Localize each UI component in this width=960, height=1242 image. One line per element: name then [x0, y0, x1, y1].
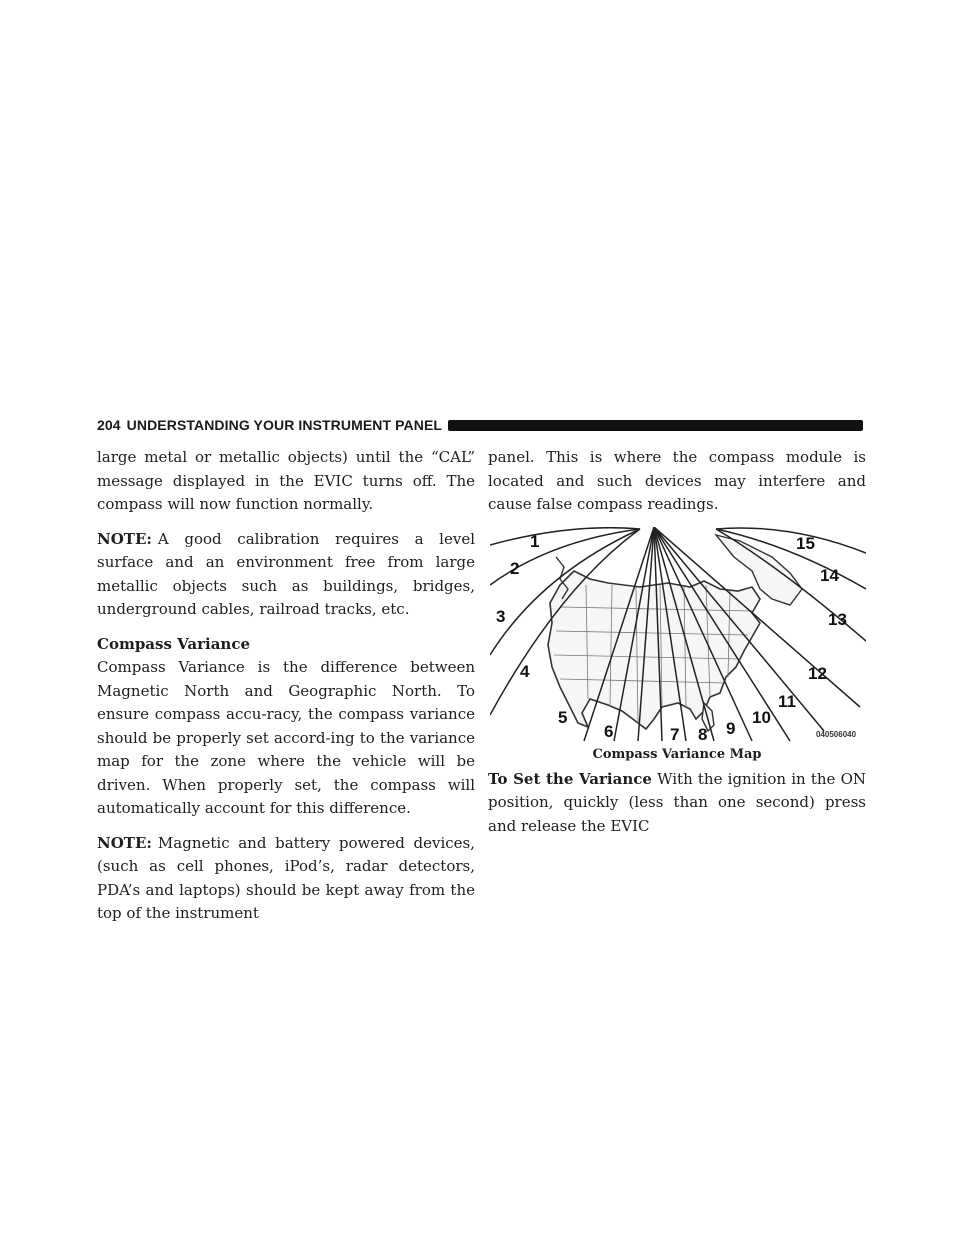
zone-label-6: 6: [604, 721, 614, 741]
zone-label-1: 1: [530, 531, 540, 551]
image-code: 040506040: [816, 729, 857, 739]
compass-variance-map: [490, 527, 866, 742]
zone-label-7: 7: [670, 724, 680, 742]
zone-label-13: 13: [828, 609, 847, 629]
set-variance-heading: To Set the Variance: [488, 769, 652, 788]
note-calibration: [97, 528, 475, 622]
zone-label-2: 2: [510, 558, 520, 578]
note-text: Magnetic and battery powered devices, (such as cell phones, iPod’s, radar detectors, PDA’s and laptops) should be kept away from the top of the instrument: [97, 833, 475, 922]
zone-label-5: 5: [558, 707, 568, 727]
section-title: UNDERSTANDING YOUR INSTRUMENT PANEL: [126, 417, 443, 433]
left-column: [97, 446, 475, 926]
zone-label-10: 10: [752, 707, 771, 727]
set-variance-text: With the ignition in the ON position, quickly (less than one second) press and release the EVIC: [488, 769, 866, 835]
zone-label-9: 9: [726, 718, 736, 738]
header-rule: [448, 420, 863, 431]
section-heading-compass-variance: Compass Variance: [97, 634, 251, 653]
right-column: [488, 446, 866, 838]
zone-label-11: 11: [778, 691, 796, 711]
figure-caption: Compass Variance Map: [592, 746, 762, 762]
page-number: 204: [97, 417, 121, 433]
zone-label-14: 14: [820, 565, 839, 585]
zone-label-15: 15: [796, 533, 815, 553]
page-header: [97, 412, 863, 438]
note-text: A good calibration requires a level surface and an environment free from large metallic objects such as buildings, bridges, underground cables, railroad tracks, etc.: [97, 529, 475, 618]
note-label: NOTE:: [97, 833, 152, 852]
zone-label-8: 8: [698, 724, 708, 742]
north-america-outline: [548, 571, 760, 729]
zone-label-12: 12: [808, 663, 827, 683]
zone-label-3: 3: [496, 606, 506, 626]
paragraph-set-variance: [488, 768, 866, 839]
zone-label-4: 4: [520, 661, 530, 681]
paragraph-cal-message: large metal or metallic objects) until the “CAL” message displayed in the EVIC turns off. The compass will now function normally.: [97, 448, 475, 513]
note-magnetic-devices: [97, 832, 475, 926]
paragraph-panel-continuation: panel. This is where the compass module is located and such devices may interfere and cause false compass readings.: [488, 448, 866, 513]
map-graphic: [490, 527, 866, 742]
note-label: NOTE:: [97, 529, 152, 548]
paragraph-compass-variance: Compass Variance is the difference between Magnetic North and Geographic North. To ensure compass accu-racy, the compass variance should be properly set accord-ing to the variance map for the zone where the vehicle will be driven. When properly set, the compass will automatically account for this difference.: [97, 658, 475, 817]
